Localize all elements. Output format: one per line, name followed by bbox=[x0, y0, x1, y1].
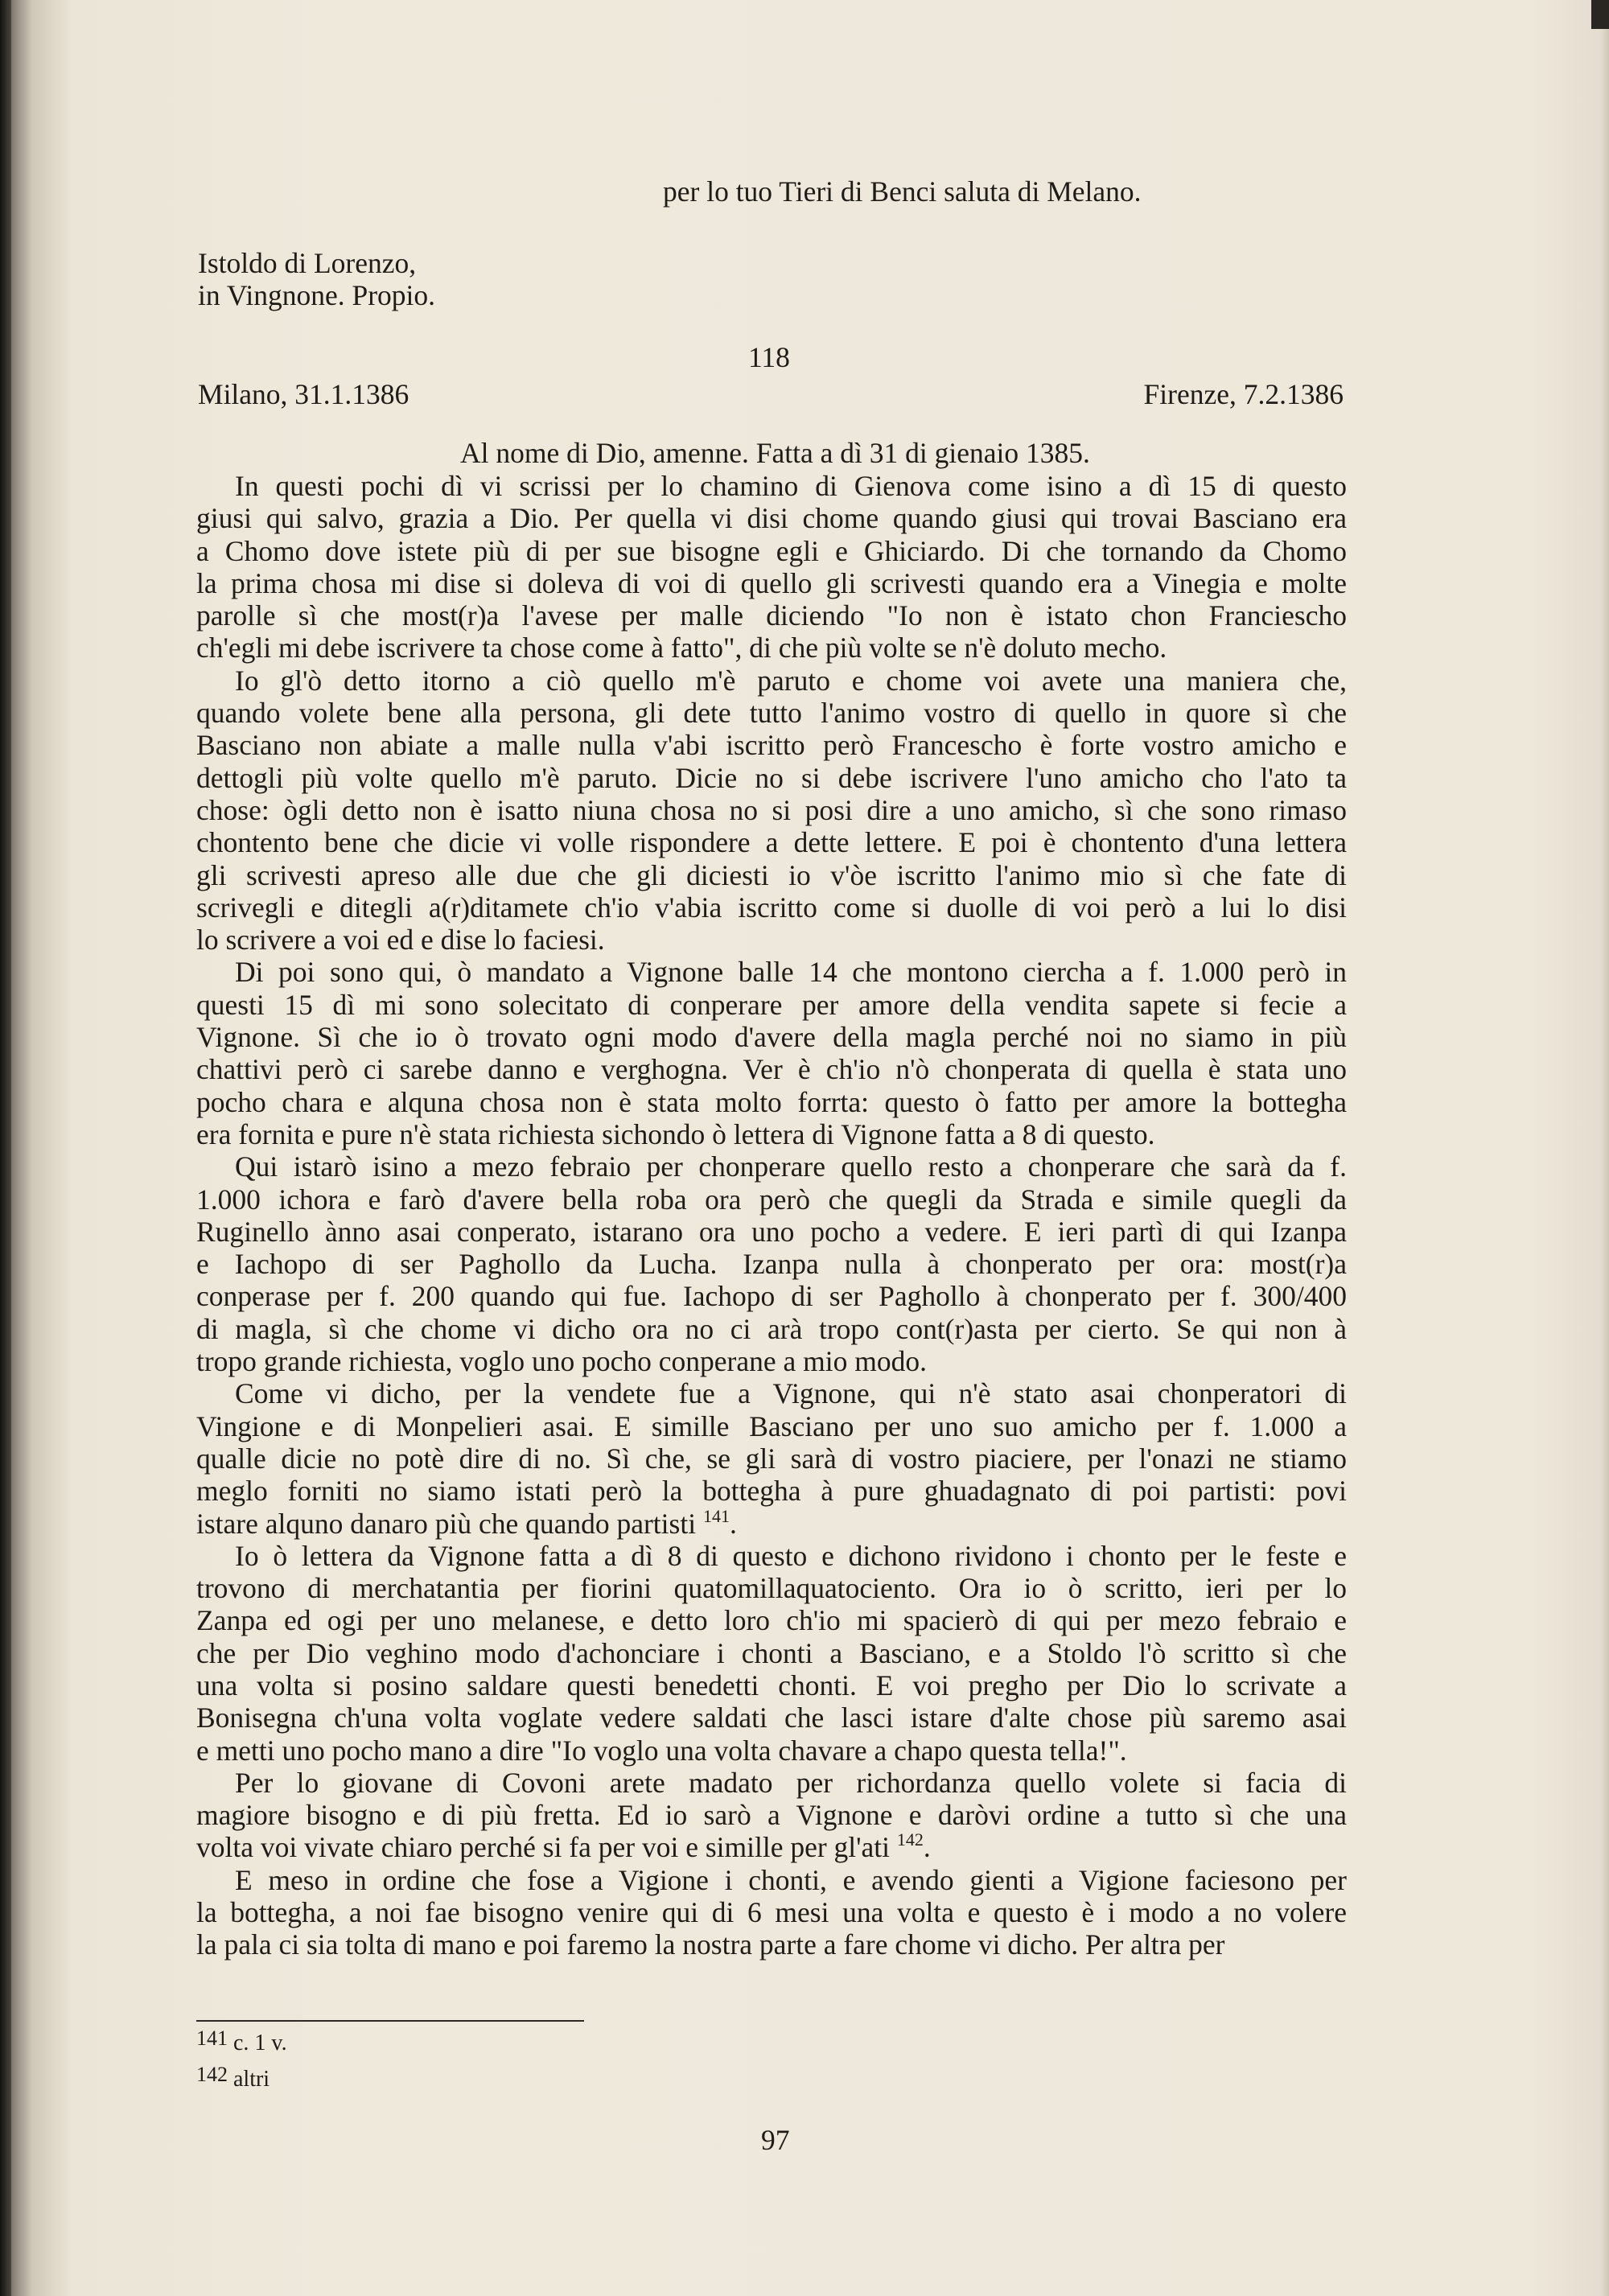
text-line: Basciano non abiate a malle nulla v'abi iscritto però Francescho è forte vostro amicho e bbox=[196, 729, 1347, 762]
text-line: pocho chara e alquna chosa non è stata molto forrta: questo ò fatto per amore la bottegha bbox=[196, 1085, 1347, 1118]
footnote-number: 142 bbox=[196, 2063, 228, 2086]
text-line: giusi qui salvo, grazia a Dio. Per quella vi disi chome quando giusi qui trovai Basciano era bbox=[196, 502, 1347, 535]
text-line: conperase per f. 200 quando qui fue. Iachopo di ser Paghollo à chonperato per f. 300/400 bbox=[196, 1280, 1347, 1313]
text-line: tropo grande richiesta, voglo uno pocho conperane a mio modo. bbox=[196, 1345, 927, 1378]
text-line: parolle sì che most(r)a l'avese per malle diciendo "Io non è istato chon Franciescho bbox=[196, 599, 1347, 632]
text-line-with-ref bbox=[196, 1505, 1347, 1540]
text-line: magiore bisogno e di più fretta. Ed io sarò a Vignone e daròvi ordine a tutto sì che una bbox=[196, 1799, 1347, 1832]
paragraph bbox=[196, 1767, 1347, 1864]
paragraph bbox=[196, 1377, 1347, 1539]
address-line-1: Istoldo di Lorenzo, bbox=[198, 247, 417, 279]
text-line: E meso in ordine che fose a Vigione i chonti, e avendo gienti a Vigione faciesono per bbox=[235, 1863, 1347, 1896]
text-line: Qui istarò isino a mezo febraio per chonperare quello resto a chonperare che sarà da f. bbox=[235, 1150, 1347, 1183]
text-line: chattivi però ci sarebe danno e verghogna. Ver è ch'io n'ò chonperata di quella è stata uno bbox=[196, 1053, 1347, 1086]
text-line: meglo forniti no siamo istati però la bottegha à pure ghuadagnato di poi partisti: povi bbox=[196, 1475, 1347, 1508]
text-line: chontento bene che dicie vi volle rispondere a dette lettere. E poi è chontento d'una lettera bbox=[196, 826, 1347, 859]
text-line: trovono di merchatantia per fiorini quatomillaquatociento. Ora io ò scritto, ieri per lo bbox=[196, 1572, 1347, 1605]
text-line: lo scrivere a voi ed e dise lo faciesi. bbox=[196, 924, 605, 957]
letter-number: 118 bbox=[748, 341, 790, 373]
text-line: dettogli più volte quello m'è paruto. Dicie no si debe iscrivere l'uno amicho cho l'ato ta bbox=[196, 761, 1347, 794]
text-line: questi 15 dì mi sono solecitato di conperare per amore della vendita sapete si fecie a bbox=[196, 988, 1347, 1021]
text-line: Io gl'ò detto itorno a ciò quello m'è paruto e chome voi avete una maniera che, bbox=[235, 664, 1347, 697]
footnote-text: altri bbox=[233, 2067, 270, 2092]
address-line-2: in Vingnone. Propio. bbox=[198, 279, 436, 311]
footnote-text: c. 1 v. bbox=[233, 2031, 287, 2055]
text-line: era fornita e pure n'è stata richiesta sichondo ò lettera di Vignone fatta a 8 di questo. bbox=[196, 1117, 1155, 1150]
text-line: Come vi dicho, per la vendete fue a Vignone, qui n'è stato asai chonperatori di bbox=[235, 1377, 1347, 1410]
footnote-reference: 141 bbox=[702, 1505, 730, 1526]
text-line: di magla, sì che chome vi dicho ora no ci arà tropo cont(r)asta per cierto. Se qui non à bbox=[196, 1312, 1347, 1345]
footnote-142 bbox=[196, 2063, 270, 2093]
text-line: che per Dio veghino modo d'achonciare i chonti a Basciano, e a Stoldo l'ò scritto sì che bbox=[196, 1636, 1347, 1669]
footnote-141 bbox=[196, 2026, 287, 2057]
text-line: quando volete bene alla persona, gli dete tutto l'animo vostro di quello in quore sì che bbox=[196, 697, 1347, 730]
letter-body bbox=[196, 470, 1347, 1961]
text-line: Per lo giovane di Covoni arete madato per richordanza quello volete si facia di bbox=[235, 1766, 1347, 1799]
text-line: e metti uno pocho mano a dire "Io voglo una volta chavare a chapo questa tella!". bbox=[196, 1734, 1127, 1767]
text-line: a Chomo dove istete più di per sue bisogne egli e Ghiciardo. Di che tornando da Chomo bbox=[196, 534, 1347, 567]
text-line: e Iachopo di ser Paghollo da Lucha. Izanpa nulla à chonperato per ora: most(r)a bbox=[196, 1248, 1347, 1281]
text-line: Di poi sono qui, ò mandato a Vignone balle 14 che montono ciercha a f. 1.000 però in bbox=[235, 956, 1347, 989]
text-line: volta voi vivate chiaro perché si fa per voi e simille per gl'ati bbox=[196, 1831, 891, 1864]
paragraph bbox=[196, 1864, 1347, 1961]
paragraph bbox=[196, 1150, 1347, 1377]
text-line: gli scrivesti apreso alle due che gli diciesti io v'òe iscritto l'animo mio sì che fate di bbox=[196, 858, 1347, 891]
paragraph bbox=[196, 470, 1347, 665]
footnote-reference: 142 bbox=[896, 1829, 924, 1850]
text-line: la bottegha, a noi fae bisogno venire qui di 6 mesi una volta e questo è i modo a no volere bbox=[196, 1896, 1347, 1929]
letter-opening: Al nome di Dio, amenne. Fatta a dì 31 di gienaio 1385. bbox=[460, 437, 1090, 469]
text-line: Zanpa ed ogi per uno melanese, e detto loro ch'io mi spacierò di qui per mezo febraio e bbox=[196, 1604, 1347, 1637]
text-line-with-ref bbox=[196, 1831, 1347, 1863]
footnote-number: 141 bbox=[196, 2026, 228, 2050]
text-line: chose: ògli detto non è isatto niuna chosa no si posi dire a uno amicho, sì che sono rimaso bbox=[196, 793, 1347, 826]
text-line: istare alquno danaro più che quando partisti bbox=[196, 1507, 697, 1540]
text-line: In questi pochi dì vi scrissi per lo chamino di Gienova come isino a dì 15 di questo bbox=[235, 470, 1347, 502]
book-spine bbox=[0, 0, 11, 2296]
text-line: una volta si posino saldare questi benedetti chonti. E voi pregho per Dio lo scrivate a bbox=[196, 1669, 1347, 1701]
text-line: scrivegli e ditegli a(r)ditamete ch'io v'abia iscritto come si duolle di voi però a lui lo disi bbox=[196, 891, 1347, 924]
text-line: 1.000 ichora e farò d'avere bella roba ora però che quegli da Strada e simile quegli da bbox=[196, 1183, 1347, 1216]
text-line: Vignone. Sì che io ò trovato ogni modo d'avere della magla perché noi no siamo in più bbox=[196, 1021, 1347, 1054]
footnote-rule bbox=[196, 2020, 584, 2022]
text-line: Vingione e di Monpelieri asai. E simille Basciano per uno suo amicho per f. 1.000 a bbox=[196, 1409, 1347, 1442]
text-line: Io ò lettera da Vignone fatta a dì 8 di questo e dichono rividono i chonto per le feste e bbox=[235, 1539, 1347, 1572]
text-line: Bonisegna ch'una volta voglate vedere saldati che lasci istare d'alte chose più saremo asai bbox=[196, 1701, 1347, 1734]
paragraph bbox=[196, 956, 1347, 1150]
page-number: 97 bbox=[761, 2124, 790, 2156]
text-line: la prima chosa mi dise si doleva di voi di quello gli scrivesti quando era a Vinegia e molte bbox=[196, 566, 1347, 599]
page-corner-shadow bbox=[1591, 0, 1609, 29]
text-line: la pala ci sia tolta di mano e poi faremo la nostra parte a fare chome vi dicho. Per altra per bbox=[196, 1928, 1225, 1961]
dateline-to: Firenze, 7.2.1386 bbox=[1143, 378, 1344, 410]
punctuation: . bbox=[729, 1507, 737, 1540]
text-line: ch'egli mi debe iscrivere ta chose come à fatto", di che più volte se n'è doluto mecho. bbox=[196, 632, 1167, 665]
punctuation: . bbox=[923, 1831, 931, 1864]
paragraph bbox=[196, 665, 1347, 957]
text-line: Ruginello ànno asai conperato, istarano ora uno pocho a vedere. E ieri partì di qui Izanpa bbox=[196, 1215, 1347, 1248]
text-line: qualle dicie no potè dire di no. Sì che, se gli sarà di vostro piaciere, per l'onazi ne stiamo bbox=[196, 1442, 1347, 1475]
dateline-from: Milano, 31.1.1386 bbox=[198, 378, 409, 410]
paragraph bbox=[196, 1540, 1347, 1767]
closing-line: per lo tuo Tieri di Benci saluta di Melano. bbox=[663, 175, 1142, 208]
